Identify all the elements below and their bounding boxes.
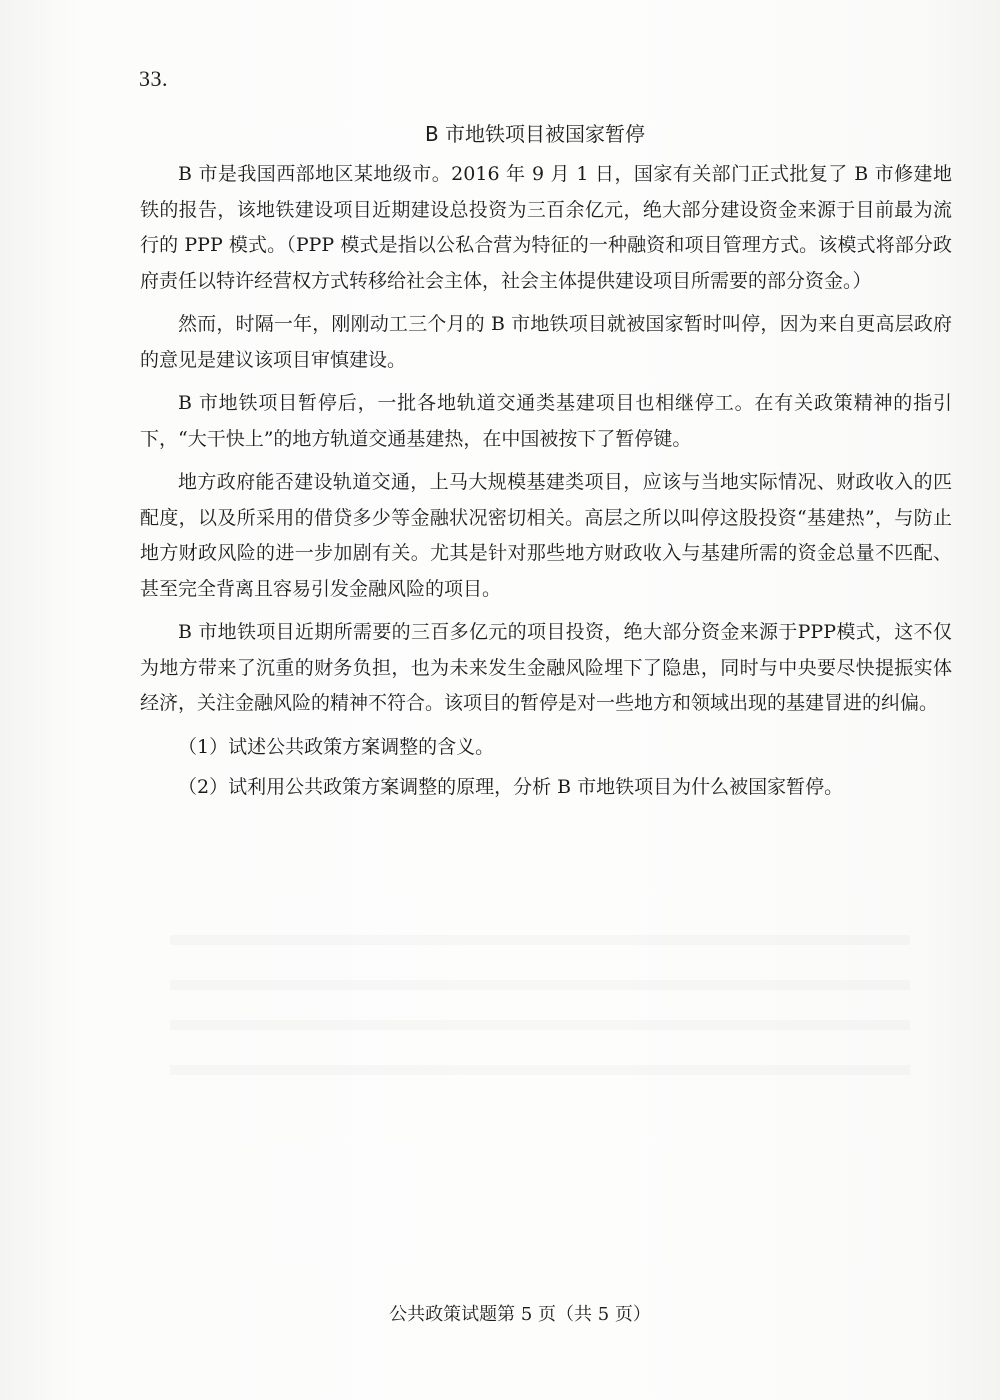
bleed-through-line (170, 1065, 910, 1075)
bleed-through-line (170, 1020, 910, 1030)
paragraph: B 市是我国西部地区某地级市。2016 年 9 月 1 日，国家有关部门正式批复了 B 市修建地铁的报告，该地铁建设项目近期建设总投资为三百余亿元，绝大部分建设资金来源于目前最为流行的 PPP 模式。（PPP 模式是指以公私合营为特征的一种融资和项目管理方式。该模式将部分政府责任以特许经营权方式转移给社会主体，社会主体提供建设项目所需要的部分资金。） (140, 163, 952, 292)
bleed-through-line (170, 935, 910, 945)
paragraph: 地方政府能否建设轨道交通，上马大规模基建类项目，应该与当地实际情况、财政收入的匹配度，以及所采用的借贷多少等金融状况密切相关。高层之所以叫停这股投资“基建热”，与防止地方财政风险的进一步加剧有关。尤其是针对那些地方财政收入与基建所需的资金总量不匹配、甚至完全背离且容易引发金融风险的项目。 (140, 471, 952, 600)
case-title: B 市地铁项目被国家暂停 (424, 122, 646, 146)
paragraph: 然而，时隔一年，刚刚动工三个月的 B 市地铁项目就被国家暂时叫停，因为来自更高层政府的意见是建议该项目审慎建设。 (140, 313, 952, 371)
sub-question-1: （1）试述公共政策方案调整的含义。 (178, 735, 495, 758)
question-number: 33. (139, 66, 168, 91)
bleed-through-line (170, 980, 910, 990)
sub-question-2: （2）试利用公共政策方案调整的原理，分析 B 市地铁项目为什么被国家暂停。 (178, 776, 844, 798)
paragraph: B 市地铁项目近期所需要的三百多亿元的项目投资，绝大部分资金来源于PPP模式，这不仅为地方带来了沉重的财务负担，也为未来发生金融风险埋下了隐患，同时与中央要尽快提振实体经济，关注金融风险的精神不符合。该项目的暂停是对一些地方和领域出现的基建冒进的纠偏。 (140, 621, 952, 714)
paragraph: B 市地铁项目暂停后，一批各地轨道交通类基建项目也相继停工。在有关政策精神的指引下，“大干快上”的地方轨道交通基建热，在中国被按下了暂停键。 (140, 392, 952, 450)
case-body (140, 157, 952, 811)
page-footer: 公共政策试题第 5 页（共 5 页） (389, 1304, 651, 1325)
